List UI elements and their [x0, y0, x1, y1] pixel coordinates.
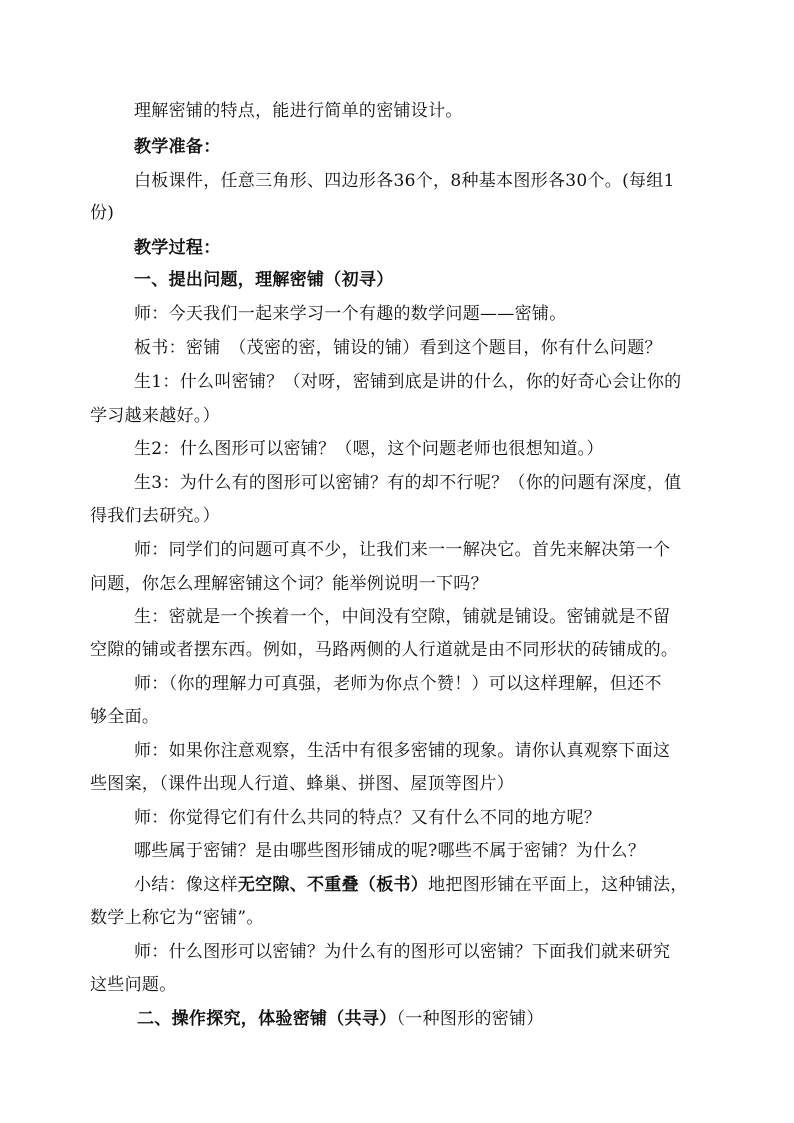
- paragraph-line: 师：同学们的问题可真不少，让我们来一一解决它。首先来解决第一个: [134, 540, 671, 560]
- summary-text-prefix: 小结：像这样: [134, 875, 238, 895]
- paragraph-line: 生3：为什么有的图形可以密铺？有的却不行呢？（你的问题有深度，值: [134, 473, 682, 493]
- paragraph-line: 师：如果你注意观察，生活中有很多密铺的现象。请你认真观察下面这: [134, 741, 671, 761]
- paragraph-line: 空隙的铺或者摆东西。例如，马路两侧的人行道就是由不同形状的砖铺成的。: [90, 640, 679, 660]
- section-two-title: 二、操作探究，体验密铺（共寻）: [137, 1009, 397, 1029]
- paragraph-line: 师：今天我们一起来学习一个有趣的数学问题——密铺。: [134, 304, 567, 324]
- paragraph-line: 师：（你的理解力可真强，老师为你点个赞！）可以这样理解，但还不: [134, 674, 662, 694]
- preparation-text-line-2: 份): [90, 203, 115, 223]
- paragraph-line: 得我们去研究。）: [90, 506, 220, 526]
- paragraph-line: 哪些属于密铺？是由哪些图形铺成的呢?哪些不属于密铺？为什么？: [134, 841, 646, 861]
- paragraph-line: 学习越来越好。）: [90, 406, 220, 426]
- paragraph-line: 问题，你怎么理解密铺这个词？能举例说明一下吗？: [90, 574, 488, 594]
- summary-emphasis: 无空隙、不重叠（板书）: [237, 875, 429, 895]
- preparation-text-line-1: 白板课件，任意三角形、四边形各36个，8种基本图形各30个。(每组1: [134, 171, 675, 191]
- paragraph-line: 够全面。: [90, 707, 160, 727]
- paragraph-line: 数学上称它为“密铺”。: [90, 908, 264, 928]
- paragraph-line: 生1：什么叫密铺？（对呀，密铺到底是讲的什么，你的好奇心会让你的: [134, 372, 682, 392]
- section-heading-part-one: 一、提出问题，理解密铺（初寻）: [134, 270, 394, 290]
- paragraph-line: 板书：密铺 （茂密的密，铺设的铺）看到这个题目，你有什么问题？: [134, 338, 662, 358]
- paragraph-line: 师：什么图形可以密铺？为什么有的图形可以密铺？下面我们就来研究: [134, 942, 671, 962]
- paragraph-line: 生2：什么图形可以密铺？（嗯，这个问题老师也很想知道。）: [134, 439, 604, 459]
- paragraph-line: 这些问题。: [90, 975, 177, 995]
- summary-line: [134, 874, 688, 896]
- objective-text-line: 理解密铺的特点，能进行简单的密铺设计。: [134, 101, 463, 121]
- paragraph-line: 生：密就是一个挨着一个，中间没有空隙，铺就是铺设。密铺就是不留: [134, 607, 671, 627]
- section-heading-preparation: 教学准备：: [134, 137, 221, 157]
- paragraph-line: 些图案，（课件出现人行道、蜂巢、拼图、屋顶等图片）: [90, 774, 514, 794]
- summary-text-suffix: 地把图形铺在平面上，这种铺法，: [428, 875, 688, 895]
- section-heading-process: 教学过程：: [134, 238, 221, 258]
- section-two-subtitle: （一种图形的密铺）: [396, 1009, 544, 1029]
- section-heading-part-two: [137, 1008, 544, 1030]
- paragraph-line: 师：你觉得它们有什么共同的特点？又有什么不同的地方呢？: [134, 808, 602, 828]
